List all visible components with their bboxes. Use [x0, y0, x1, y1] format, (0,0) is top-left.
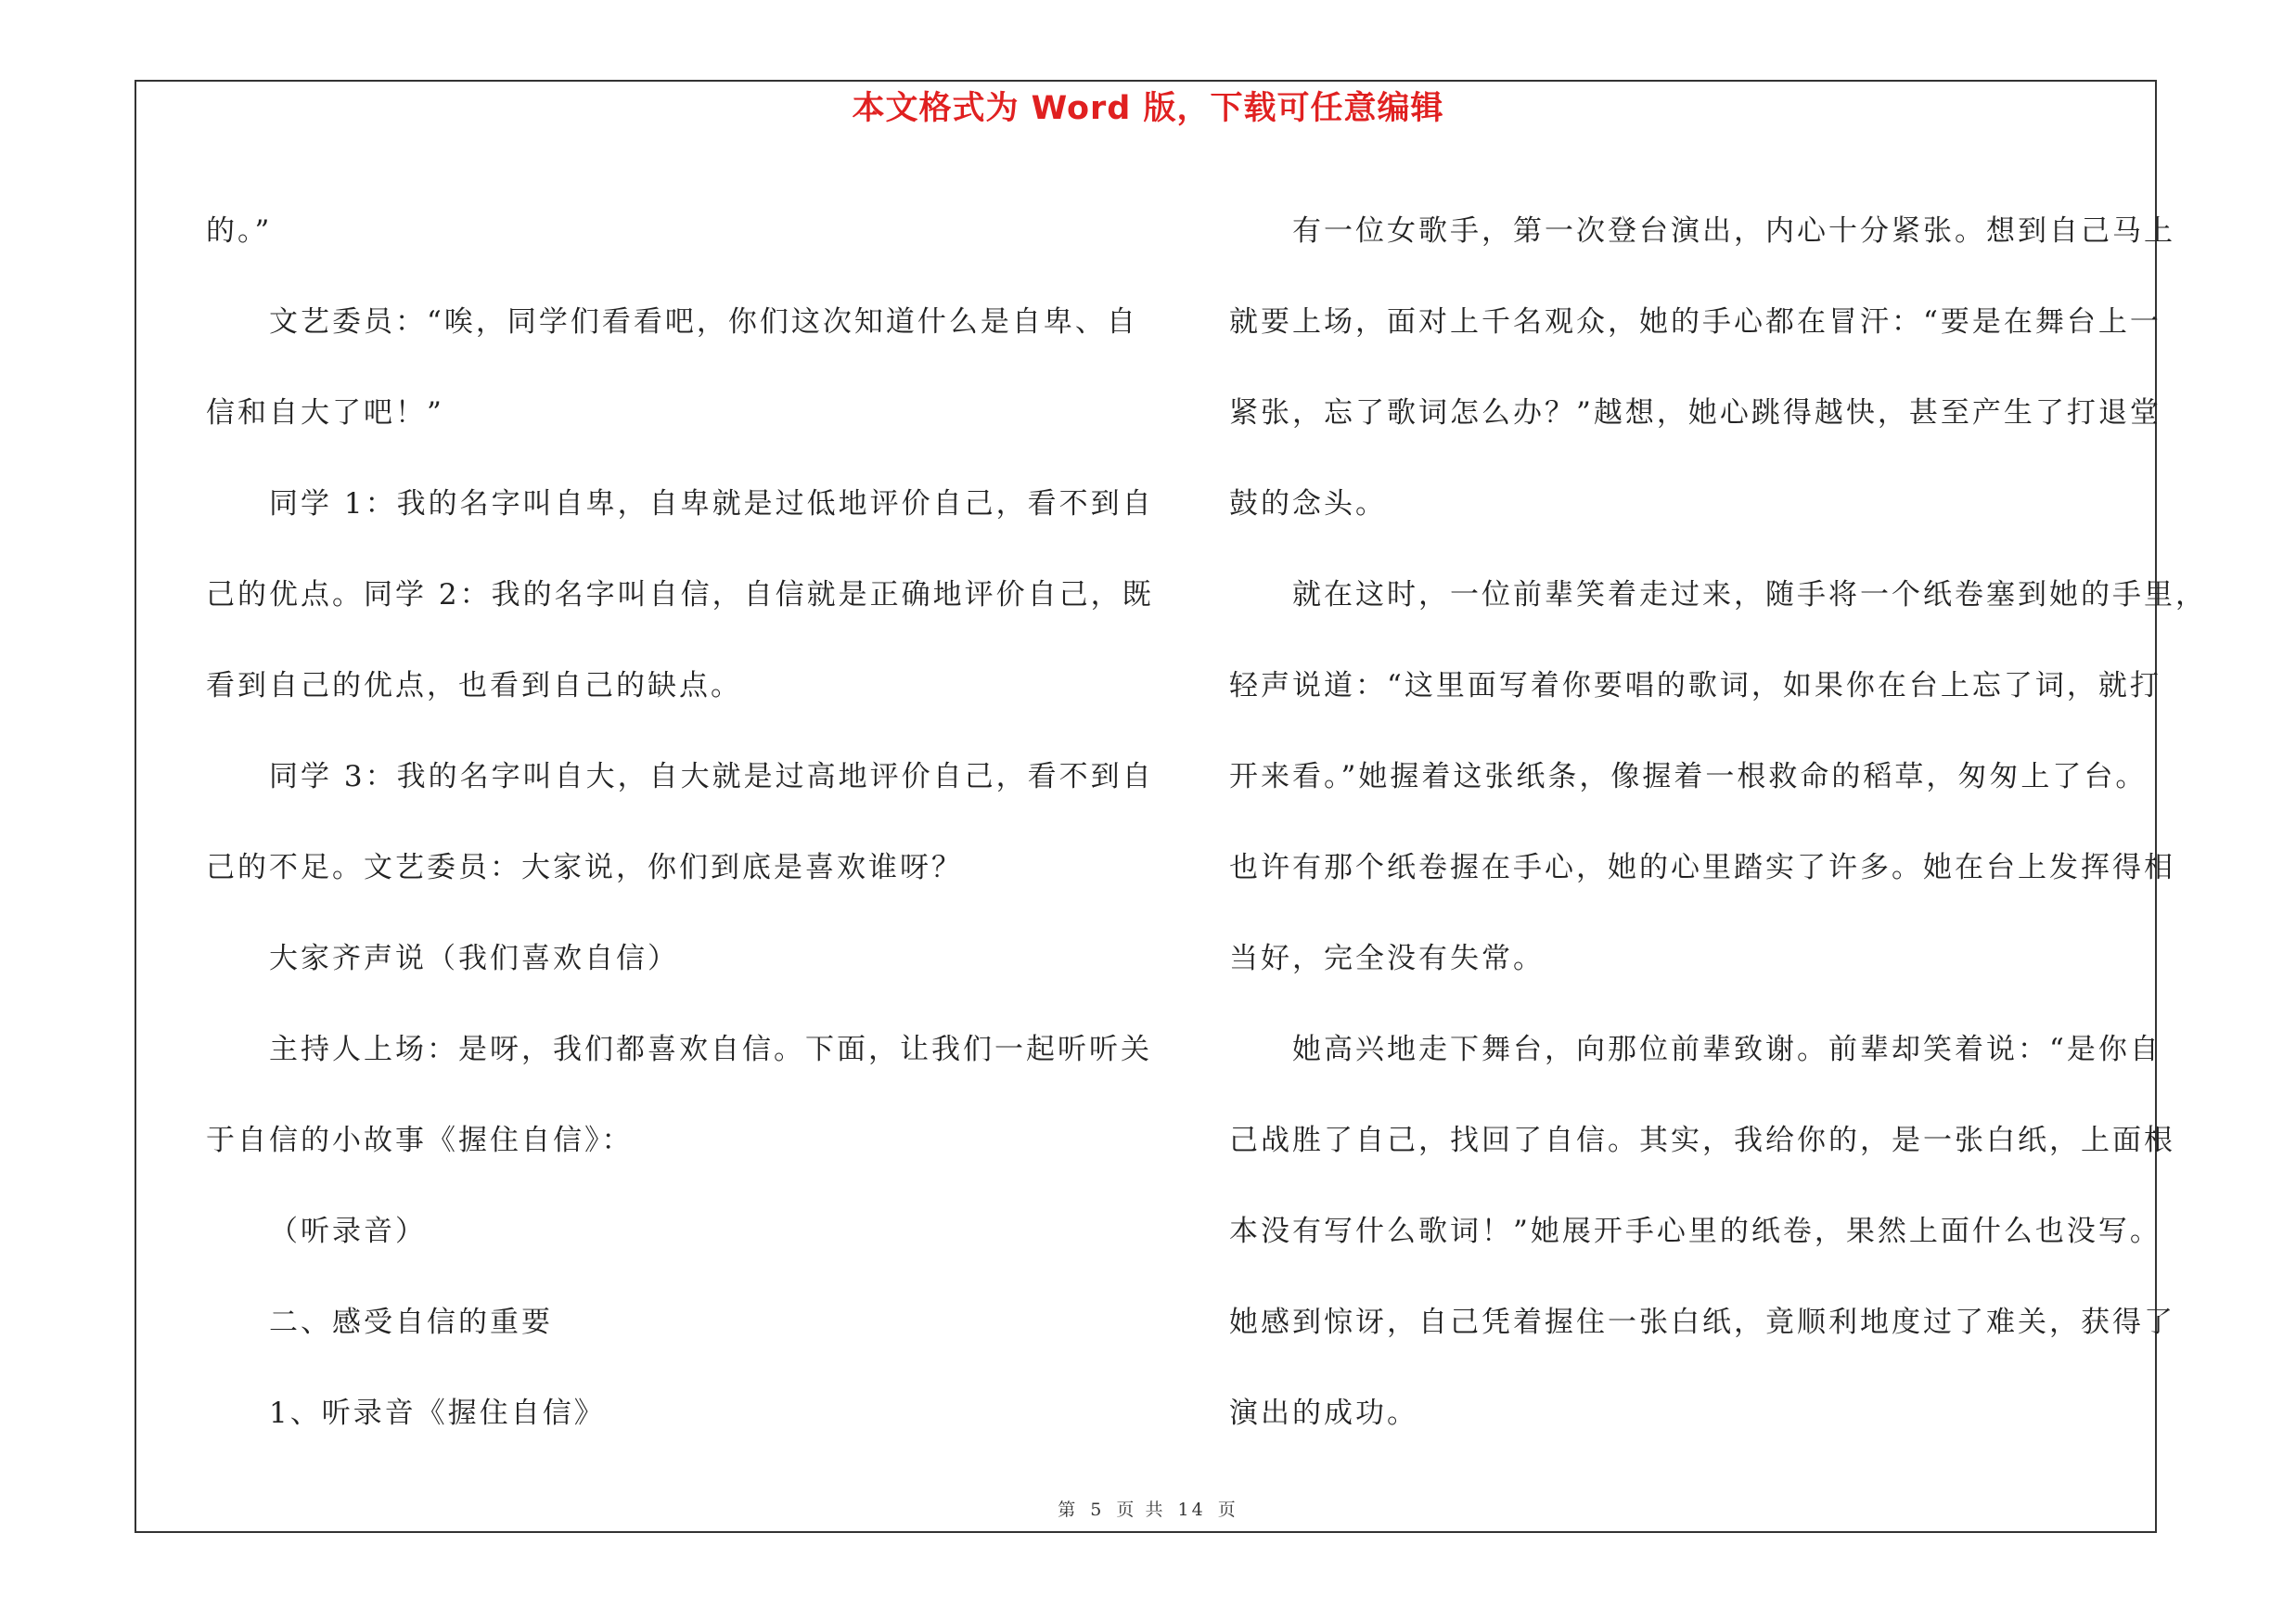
text-line: 有一位女歌手，第一次登台演出，内心十分紧张。想到自己马上	[1292, 214, 2175, 248]
text-line: 就在这时，一位前辈笑着走过来，随手将一个纸卷塞到她的手里，	[1292, 578, 2207, 612]
text-line: 主持人上场：是呀，我们都喜欢自信。下面，让我们一起听听关	[269, 1033, 1152, 1066]
text-line: 己的优点。同学 2：我的名字叫自信，自信就是正确地评价自己，既	[206, 578, 1154, 612]
text-line: 轻声说道：“这里面写着你要唱的歌词，如果你在台上忘了词，就打	[1229, 669, 2161, 702]
text-line: （听录音）	[269, 1215, 427, 1248]
text-line: 也许有那个纸卷握在手心，她的心里踏实了许多。她在台上发挥得相	[1229, 851, 2175, 884]
text-line: 看到自己的优点，也看到自己的缺点。	[206, 669, 742, 702]
left-column	[206, 186, 1154, 1459]
footer-middle: 页 共	[1116, 1500, 1166, 1520]
format-banner: 本文格式为 Word 版，下载可任意编辑	[852, 90, 1444, 127]
text-line: 1、听录音《握住自信》	[269, 1397, 606, 1430]
footer-suffix: 页	[1217, 1500, 1238, 1520]
text-line: 演出的成功。	[1229, 1397, 1418, 1430]
text-line: 鼓的念头。	[1229, 487, 1387, 521]
text-line: 她高兴地走下舞台，向那位前辈致谢。前辈却笑着说：“是你自	[1292, 1033, 2161, 1066]
text-line: 开来看。”她握着这张纸条，像握着一根救命的稻草，匆匆上了台。	[1229, 760, 2148, 793]
text-line: 己战胜了自己，找回了自信。其实，我给你的，是一张白纸，上面根	[1229, 1124, 2175, 1157]
footer-prefix: 第	[1058, 1500, 1079, 1520]
text-line: 就要上场，面对上千名观众，她的手心都在冒汗：“要是在舞台上一	[1229, 305, 2161, 339]
text-line: 信和自大了吧！”	[206, 396, 444, 430]
right-column	[1229, 186, 2207, 1459]
text-line: 同学 3：我的名字叫自大，自大就是过高地评价自己，看不到自	[269, 760, 1154, 793]
text-line: 大家齐声说（我们喜欢自信）	[269, 942, 679, 975]
page-footer	[0, 1496, 2296, 1521]
text-line: 二、感受自信的重要	[269, 1306, 553, 1339]
text-line: 己的不足。文艺委员：大家说，你们到底是喜欢谁呀？	[206, 851, 963, 884]
text-line: 于自信的小故事《握住自信》：	[206, 1124, 634, 1157]
text-line: 同学 1：我的名字叫自卑，自卑就是过低地评价自己，看不到自	[269, 487, 1154, 521]
text-line: 文艺委员：“唉，同学们看看吧，你们这次知道什么是自卑、自	[269, 305, 1138, 339]
text-line: 当好，完全没有失常。	[1229, 942, 1545, 975]
text-line: 她感到惊讶，自己凭着握住一张白纸，竟顺利地度过了难关，获得了	[1229, 1306, 2175, 1339]
text-line: 的。”	[206, 214, 273, 248]
current-page-number: 5	[1090, 1500, 1105, 1520]
total-pages-number: 14	[1177, 1500, 1206, 1520]
text-line: 本没有写什么歌词！”她展开手心里的纸卷，果然上面什么也没写。	[1229, 1215, 2161, 1248]
text-line: 紧张，忘了歌词怎么办？”越想，她心跳得越快，甚至产生了打退堂	[1229, 396, 2161, 430]
